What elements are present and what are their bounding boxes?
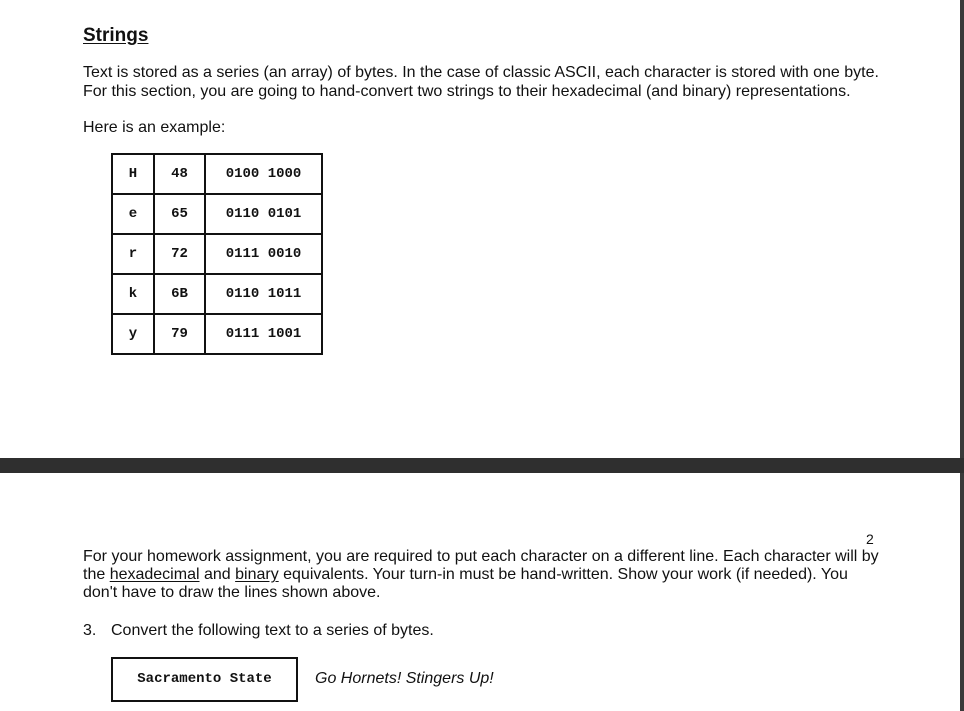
question-text: Convert the following text to a series of bytes. xyxy=(111,622,434,639)
binary-underlined: binary xyxy=(235,566,279,583)
hex-cell: 65 xyxy=(154,194,205,234)
hw-line-3: don't have to draw the lines shown above. xyxy=(83,584,381,601)
homework-paragraph xyxy=(83,548,879,602)
hex-cell: 48 xyxy=(154,154,205,194)
intro-line-2: For this section, you are going to hand-convert two strings to their hexadecimal (and binary) representations. xyxy=(83,83,851,100)
hex-cell: 6B xyxy=(154,274,205,314)
convert-text-box: Sacramento State xyxy=(111,657,298,702)
table-row xyxy=(112,274,322,314)
example-label: Here is an example: xyxy=(83,119,226,136)
intro-paragraph xyxy=(83,63,879,101)
binary-cell: 0110 0101 xyxy=(205,194,322,234)
binary-cell: 0111 1001 xyxy=(205,314,322,354)
char-cell: k xyxy=(112,274,154,314)
hw-line-2-post: equivalents. Your turn-in must be hand-written. Show your work (if needed). You xyxy=(278,566,848,583)
hex-cell: 79 xyxy=(154,314,205,354)
hw-line-2-pre: the xyxy=(83,566,110,583)
viewer-scroll-edge[interactable] xyxy=(960,0,964,458)
char-cell: y xyxy=(112,314,154,354)
hw-line-2-and: and xyxy=(199,566,236,583)
page-number: 2 xyxy=(866,531,874,547)
question-number: 3. xyxy=(83,622,97,639)
intro-line-1: Text is stored as a series (an array) of bytes. In the case of classic ASCII, each character is stored with one byte. xyxy=(83,64,879,81)
hw-line-2 xyxy=(83,566,879,584)
table-row xyxy=(112,314,322,354)
char-cell: H xyxy=(112,154,154,194)
viewer-scroll-edge-lower[interactable] xyxy=(960,473,964,711)
hex-cell: 72 xyxy=(154,234,205,274)
hexadecimal-underlined: hexadecimal xyxy=(109,566,200,583)
binary-cell: 0110 1011 xyxy=(205,274,322,314)
table-row xyxy=(112,154,322,194)
char-cell: r xyxy=(112,234,154,274)
hw-line-1: For your homework assignment, you are required to put each character on a different line. Each character will by xyxy=(83,548,879,565)
char-cell: e xyxy=(112,194,154,234)
binary-cell: 0100 1000 xyxy=(205,154,322,194)
section-heading: Strings xyxy=(83,25,149,46)
example-table xyxy=(111,153,323,355)
page-separator xyxy=(0,458,964,473)
table-row xyxy=(112,194,322,234)
question-3 xyxy=(83,621,434,640)
binary-cell: 0111 0010 xyxy=(205,234,322,274)
table-row xyxy=(112,234,322,274)
slogan-text: Go Hornets! Stingers Up! xyxy=(315,670,494,687)
